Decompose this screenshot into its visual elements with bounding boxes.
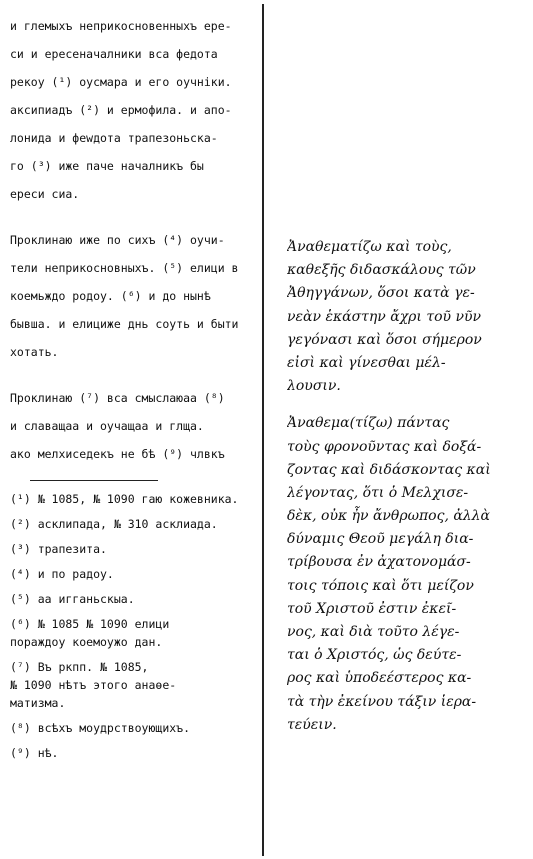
text-line: ρος καὶ ὑποδεέστερος κα- — [287, 670, 472, 687]
text-line: ереси сиа. — [10, 187, 80, 201]
text-line: δὲκ, οὐκ ἦν ἄνθρωπος, ἀλλὰ — [287, 508, 491, 525]
paragraph-1 — [10, 12, 258, 208]
greek-column — [287, 236, 529, 737]
text-line: τεύειν. — [287, 716, 337, 733]
text-line: τοῦ Χριστοῦ ἐστιν ἐκεῖ- — [287, 600, 457, 617]
column-divider — [262, 4, 264, 856]
footnote: (⁶) № 1085 № 1090 елици — [10, 617, 170, 631]
greek-paragraph-2 — [287, 412, 529, 737]
text-line: хотать. — [10, 345, 59, 359]
text-line: εἰσὶ καὶ γίνεσθαι μέλ- — [287, 354, 446, 371]
text-line: Проклинаю (⁷) вса смыслаюаа (⁸) — [10, 391, 225, 405]
text-line: νεὰν ἑκάστην ἄχρι τοῦ νῦν — [287, 308, 482, 325]
footnote: (⁸) всѣхъ моудрствоующихъ. — [10, 721, 191, 735]
text-line: γεγόνασι καὶ ὅσοι σήμερον — [287, 331, 482, 348]
text-line: τοὺς φρονοῦντας καὶ δοξά- — [287, 438, 482, 455]
paragraph-3 — [10, 384, 258, 468]
text-line: и славащаа и оучащаа и глща. — [10, 419, 204, 433]
footnote: (⁴) и по радоу. — [10, 567, 114, 581]
church-slavonic-column — [10, 12, 258, 770]
footnote: (³) трапезита. — [10, 542, 107, 556]
text-line: Проклинаю иже по сихъ (⁴) оучи- — [10, 233, 225, 247]
footnote: (⁷) Въ ркпп. № 1085, — [10, 660, 149, 674]
text-line: λουσιν. — [287, 378, 341, 395]
paragraph-gap — [10, 366, 258, 384]
footnote: (²) асклипада, № 310 асклиада. — [10, 517, 218, 531]
text-line: νος, καὶ διὰ τοῦτο λέγε- — [287, 624, 460, 640]
footnote: (¹) № 1085, № 1090 гаю кожевника. — [10, 492, 239, 506]
text-line: си и ересеначалники вса федота — [10, 47, 218, 61]
paragraph-gap — [287, 398, 529, 412]
text-line: тели неприкосновныхъ. (⁵) елици в — [10, 261, 239, 275]
text-line: τὰ τὴν ἐκείνου τάξιν ἱερα- — [287, 693, 477, 710]
text-line: ται ὁ Χριστός, ὡς δεύτε- — [287, 647, 462, 664]
text-line: ако мелхиседекъ не бѣ (⁹) члвкъ — [10, 447, 225, 461]
text-line: аксипиадъ (²) и ермофила. и апо- — [10, 103, 232, 117]
text-line: рекоу (¹) оусмара и его оучніки. — [10, 75, 232, 89]
text-line: δύναμις Θεοῦ μεγάλη δια- — [287, 531, 474, 548]
text-line: бывша. и елицижe днь соуть и быти — [10, 317, 239, 331]
text-line: Ἀθηγγάνων, ὅσοι κατὰ γε- — [287, 285, 475, 302]
text-line: лонида и феwдота трапезоньска- — [10, 131, 218, 145]
footnote: (⁹) нѣ. — [10, 746, 59, 760]
footnote-continuation: пораждоу коемоужо дан. — [10, 635, 163, 649]
text-line: и глемыхъ неприкосновенныхъ ере- — [10, 19, 232, 33]
text-line: коемьждо родоу. (⁶) и до нынѣ — [10, 289, 211, 303]
text-line: ζοντας καὶ διδάσκοντας καὶ — [287, 461, 491, 478]
footnote-continuation: матизма. — [10, 696, 66, 710]
paragraph-2 — [10, 226, 258, 366]
text-line: Ἀναθεμα(τίζω) πάντας — [287, 415, 450, 432]
text-line: го (³) иже паче началникъ бы — [10, 159, 204, 173]
text-line: τρίβουσα ἐν ἀχατονομάσ- — [287, 554, 471, 571]
paragraph-gap — [10, 208, 258, 226]
text-line: Ἀναθεματίζω καὶ τοὺς, — [287, 239, 452, 255]
footnote-rule — [30, 480, 158, 481]
greek-paragraph-1 — [287, 236, 529, 398]
text-line: καθεξῆς διδασκάλους τῶν — [287, 262, 476, 279]
footnote: (⁵) аа игганьскыа. — [10, 592, 135, 606]
footnote-continuation: № 1090 нѣтъ этого анаѳе- — [10, 678, 177, 692]
text-line: λέγοντας, ὅτι ὁ Μελχισε- — [287, 484, 469, 501]
text-line: τοις τόποις καὶ ὅτι μείζον — [287, 577, 474, 594]
footnotes — [10, 491, 258, 761]
